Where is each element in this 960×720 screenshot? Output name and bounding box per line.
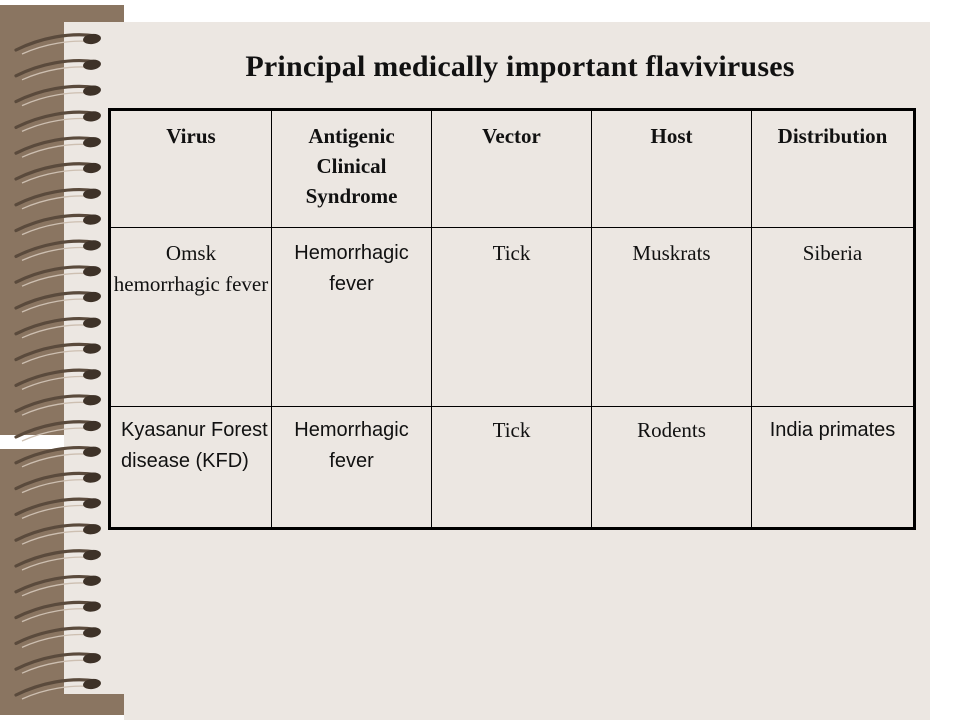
coil-ring <box>16 368 102 389</box>
coil-ring <box>16 162 102 183</box>
header-antigenic-clinical-syndrome: Antigenic Clinical Syndrome <box>272 110 432 228</box>
cell-host: Muskrats <box>592 228 752 407</box>
header-vector: Vector <box>432 110 592 228</box>
coil-ring <box>16 446 102 467</box>
header-distribution: Distribution <box>752 110 915 228</box>
coil-ring <box>16 33 102 54</box>
coil-ring <box>16 188 102 209</box>
header-virus: Virus <box>110 110 272 228</box>
coil-ring <box>16 523 102 544</box>
coil-ring <box>16 626 102 647</box>
notebook-page-lower <box>124 694 930 720</box>
coil-ring <box>16 394 102 415</box>
spiral-coils <box>0 0 124 720</box>
cell-syndrome: Hemorrhagic fever <box>272 228 432 407</box>
coil-ring <box>16 317 102 338</box>
table-row <box>110 407 915 529</box>
coil-ring <box>16 84 102 105</box>
cell-virus: Omsk hemorrhagic fever <box>110 228 272 407</box>
cell-virus: Kyasanur Forest disease (KFD) <box>121 419 268 472</box>
coil-ring <box>16 600 102 621</box>
coil-ring <box>16 265 102 286</box>
coil-ring <box>16 497 102 518</box>
coil-ring <box>16 420 102 441</box>
coil-ring <box>16 136 102 157</box>
table-row <box>110 228 915 407</box>
slide-title: Principal medically important flaviviruses <box>245 50 795 83</box>
cell-vector: Tick <box>432 228 592 407</box>
flavivirus-table <box>108 108 916 530</box>
table-header-row <box>110 110 915 228</box>
header-host: Host <box>592 110 752 228</box>
coil-ring <box>16 59 102 80</box>
coil-ring <box>16 110 102 131</box>
coil-ring <box>16 291 102 312</box>
coil-ring <box>16 678 102 699</box>
coil-ring <box>16 471 102 492</box>
coil-ring <box>16 342 102 363</box>
coil-ring <box>16 549 102 570</box>
coil-ring <box>16 652 102 673</box>
coil-ring <box>16 239 102 260</box>
coil-ring <box>16 213 102 234</box>
cell-distribution: Siberia <box>752 228 915 407</box>
coil-ring <box>16 575 102 596</box>
cell-vector: Tick <box>432 407 592 529</box>
cell-host: Rodents <box>592 407 752 529</box>
cell-distribution: India primates <box>752 407 915 529</box>
cell-syndrome: Hemorrhagic fever <box>272 407 432 529</box>
